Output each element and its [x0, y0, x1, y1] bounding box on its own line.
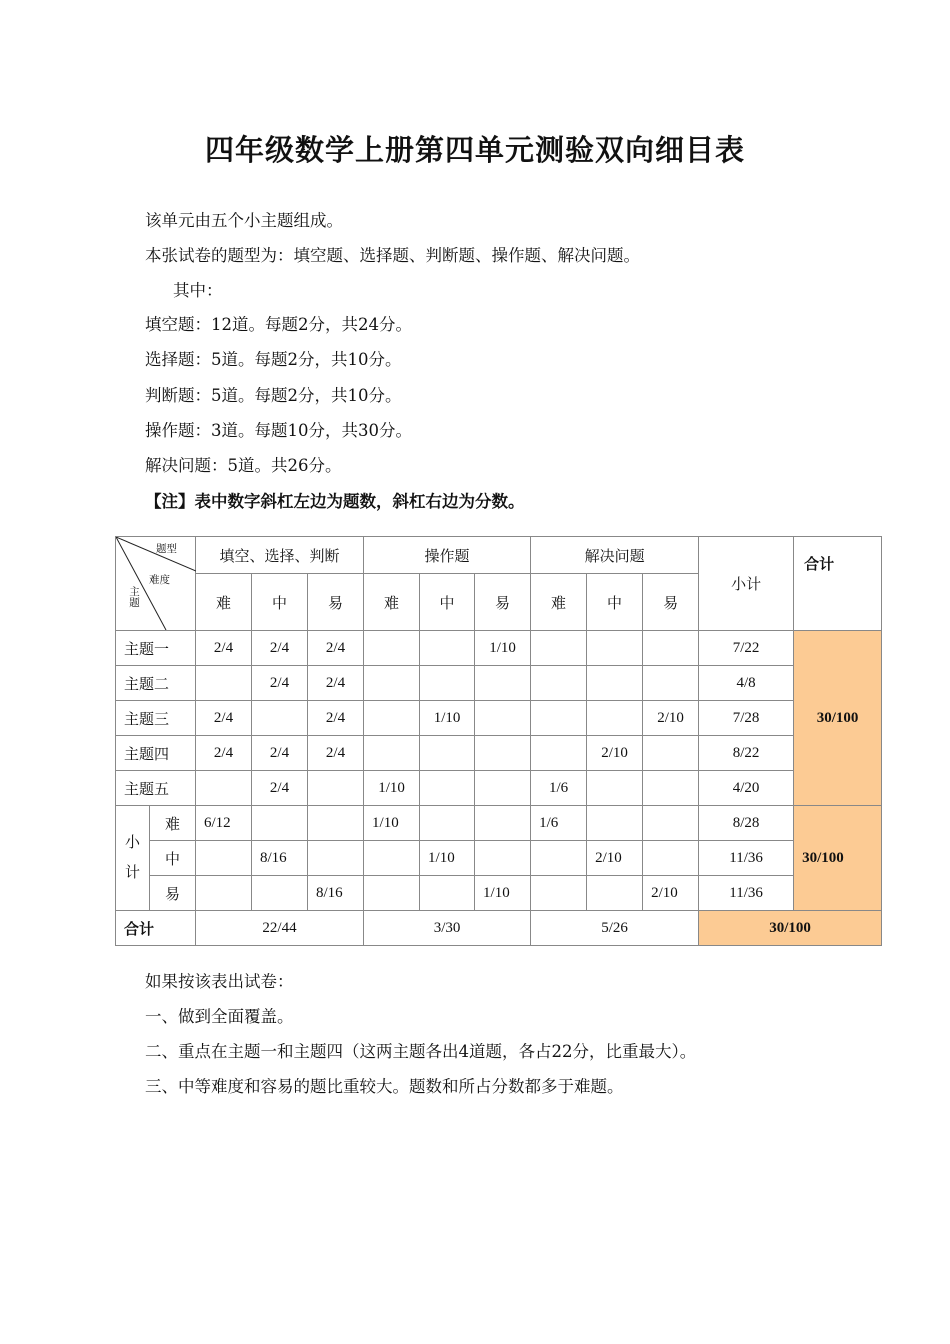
table-cell: 2/4	[308, 701, 364, 736]
table-cell	[364, 666, 420, 701]
table-row	[116, 736, 882, 771]
subtotal-cell: 8/28	[699, 806, 794, 841]
conclusion-line: 一、做到全面覆盖。	[145, 1007, 294, 1026]
intro-line: 该单元由五个小主题组成。	[145, 211, 343, 230]
group-header: 解决问题	[531, 537, 699, 574]
level-header: 难	[531, 574, 587, 631]
level-header: 中	[587, 574, 643, 631]
table-cell: 2/10	[643, 876, 699, 911]
subtotal-cell: 8/22	[699, 736, 794, 771]
table-cell: 2/4	[308, 666, 364, 701]
table-cell	[196, 771, 252, 806]
table-row	[116, 666, 882, 701]
table-row	[116, 876, 882, 911]
table-cell: 2/4	[196, 631, 252, 666]
table-cell	[364, 841, 420, 876]
table-row	[116, 631, 882, 666]
level-header: 难	[364, 574, 420, 631]
level-name: 难	[150, 806, 196, 841]
subtotal-cell: 4/8	[699, 666, 794, 701]
table-cell	[643, 631, 699, 666]
table-cell	[252, 701, 308, 736]
table-cell	[308, 806, 364, 841]
topic-name: 主题五	[116, 771, 196, 806]
table-cell: 1/10	[475, 876, 531, 911]
table-cell: 1/6	[531, 771, 587, 806]
page-title: 四年级数学上册第四单元测验双向细目表	[204, 133, 745, 167]
intro-line: 其中：	[173, 281, 223, 300]
table-cell	[587, 806, 643, 841]
table-cell	[531, 666, 587, 701]
total-label: 合计	[116, 911, 196, 946]
subtotal-cell: 7/28	[699, 701, 794, 736]
table-cell: 2/4	[252, 666, 308, 701]
corner-topic-label: 主题	[129, 587, 140, 609]
topics-total-cell: 30/100	[794, 631, 882, 806]
table-row	[116, 841, 882, 876]
table-cell	[420, 771, 475, 806]
table-cell: 1/10	[475, 631, 531, 666]
table-cell	[643, 806, 699, 841]
level-header: 易	[643, 574, 699, 631]
table-cell	[308, 841, 364, 876]
corner-type-label: 题型	[156, 544, 177, 555]
topic-name: 主题四	[116, 736, 196, 771]
table-cell: 6/12	[196, 806, 252, 841]
intro-line: 选择题：5道。每题2分，共10分。	[145, 350, 402, 369]
intro-line: 填空题：12道。每题2分，共24分。	[145, 315, 412, 334]
subtotal-cell: 11/36	[699, 841, 794, 876]
table-cell: 1/10	[420, 701, 475, 736]
table-cell: 2/10	[587, 736, 643, 771]
table-cell	[420, 736, 475, 771]
grand-total-cell: 30/100	[699, 911, 882, 946]
level-name: 中	[150, 841, 196, 876]
level-header: 易	[475, 574, 531, 631]
topic-name: 主题一	[116, 631, 196, 666]
group-total-cell: 3/30	[364, 911, 531, 946]
conclusion-line: 如果按该表出试卷：	[145, 972, 294, 991]
table-cell	[475, 771, 531, 806]
table-cell: 8/16	[308, 876, 364, 911]
table-cell	[196, 841, 252, 876]
table-cell	[420, 631, 475, 666]
xiaoji-char: 计	[124, 865, 140, 881]
table-cell: 2/4	[308, 736, 364, 771]
table-row	[116, 806, 882, 841]
table-cell	[531, 876, 587, 911]
table-cell	[420, 666, 475, 701]
xiaoji-label	[116, 806, 150, 911]
subtotal-header: 小计	[699, 537, 794, 631]
group-header: 填空、选择、判断	[196, 537, 364, 574]
topic-name: 主题二	[116, 666, 196, 701]
table-row	[116, 911, 882, 946]
topic-name: 主题三	[116, 701, 196, 736]
table-cell	[420, 876, 475, 911]
note: 【注】表中数字斜杠左边为题数，斜杠右边为分数。	[145, 492, 525, 511]
table-cell	[643, 841, 699, 876]
table-cell	[196, 666, 252, 701]
table-cell	[587, 876, 643, 911]
table-cell	[364, 701, 420, 736]
table-cell	[252, 806, 308, 841]
table-cell	[643, 771, 699, 806]
group-total-cell: 22/44	[196, 911, 364, 946]
table-cell: 2/4	[196, 736, 252, 771]
table-cell	[531, 841, 587, 876]
intro-line: 本张试卷的题型为：填空题、选择题、判断题、操作题、解决问题。	[145, 246, 640, 265]
table-cell: 2/4	[252, 736, 308, 771]
corner-difficulty-label: 难度	[149, 575, 170, 586]
level-header: 中	[420, 574, 475, 631]
subtotal-cell: 4/20	[699, 771, 794, 806]
intro-line: 操作题：3道。每题10分，共30分。	[145, 421, 412, 440]
level-header: 易	[308, 574, 364, 631]
table-cell	[364, 876, 420, 911]
table-cell	[196, 876, 252, 911]
group-total-cell: 5/26	[531, 911, 699, 946]
table-row	[116, 701, 882, 736]
table-cell	[364, 631, 420, 666]
table-cell	[531, 701, 587, 736]
table-cell: 2/4	[308, 631, 364, 666]
table-cell	[475, 806, 531, 841]
table-cell	[587, 631, 643, 666]
table-cell	[475, 841, 531, 876]
xiaoji-char: 小	[124, 835, 140, 851]
table-cell: 1/10	[420, 841, 475, 876]
conclusion-line: 三、中等难度和容易的题比重较大。题数和所占分数都多于难题。	[145, 1077, 624, 1096]
intro-line: 判断题：5道。每题2分，共10分。	[145, 386, 402, 405]
levels-total-cell: 30/100	[794, 806, 882, 911]
table-row	[116, 771, 882, 806]
subtotal-cell: 7/22	[699, 631, 794, 666]
table-cell	[252, 876, 308, 911]
table-cell	[364, 736, 420, 771]
total-header: 合计	[794, 537, 882, 631]
table-cell	[587, 771, 643, 806]
table-cell	[531, 736, 587, 771]
table-cell	[475, 736, 531, 771]
table-cell: 2/10	[643, 701, 699, 736]
subtotal-cell: 11/36	[699, 876, 794, 911]
table-cell: 2/4	[196, 701, 252, 736]
conclusion-line: 二、重点在主题一和主题四（这两主题各出4道题，各占22分，比重最大）。	[145, 1042, 697, 1061]
table-cell: 2/10	[587, 841, 643, 876]
table-cell: 2/4	[252, 631, 308, 666]
table-cell: 1/6	[531, 806, 587, 841]
table-cell	[475, 701, 531, 736]
level-header: 中	[252, 574, 308, 631]
table-cell	[643, 736, 699, 771]
corner-header	[116, 537, 196, 631]
table-cell	[531, 631, 587, 666]
table-cell: 8/16	[252, 841, 308, 876]
table-cell	[308, 771, 364, 806]
table-cell: 1/10	[364, 771, 420, 806]
table-cell	[420, 806, 475, 841]
table-cell	[587, 701, 643, 736]
table-cell	[475, 666, 531, 701]
table-cell	[587, 666, 643, 701]
group-header: 操作题	[364, 537, 531, 574]
detail-table	[115, 536, 882, 946]
level-name: 易	[150, 876, 196, 911]
table-cell: 1/10	[364, 806, 420, 841]
intro-line: 解决问题：5道。共26分。	[145, 456, 342, 475]
table-cell	[643, 666, 699, 701]
level-header: 难	[196, 574, 252, 631]
table-cell: 2/4	[252, 771, 308, 806]
